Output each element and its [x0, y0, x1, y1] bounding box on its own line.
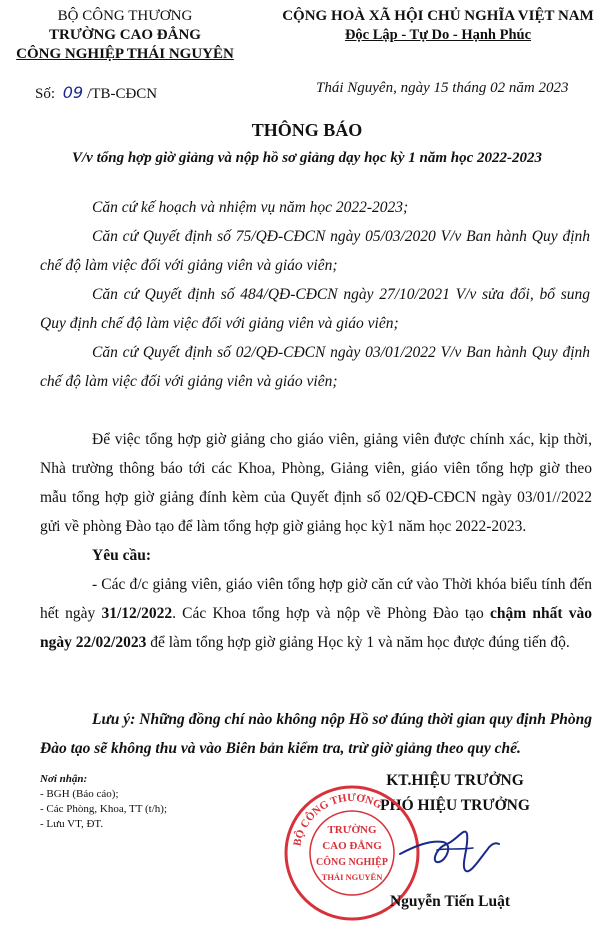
note-text: Những đồng chí nào không nộp Hồ sơ đúng thời gian quy định Phòng Đào tạo sẽ không thu và vào Biên bản kiểm tra, trừ giờ giảng theo quy chế. — [40, 711, 592, 757]
bases-block — [40, 193, 590, 396]
requirements-part3: để làm tổng hợp giờ giảng Học kỳ 1 và năm học được đúng tiến độ. — [146, 634, 570, 651]
signer-position: PHÓ HIỆU TRƯỞNG — [380, 797, 530, 814]
recipient-item: - Lưu VT, ĐT. — [40, 818, 104, 830]
number-suffix: /TB-CĐCN — [87, 86, 158, 102]
recipients-heading: Nơi nhận: — [40, 773, 88, 785]
recipients-block — [40, 772, 167, 832]
requirements-heading: Yêu cầu: — [92, 547, 151, 564]
number-handwritten: 09 — [62, 83, 84, 102]
basis-item: Căn cứ Quyết định số 484/QĐ-CĐCN ngày 27/10/2021 V/v sửa đổi, bổ sung Quy định chế độ làm việc đối với giảng viên và giáo viên; — [40, 286, 590, 332]
signer-title: KT.HIỆU TRƯỞNG — [386, 772, 524, 789]
stamp-line1: TRƯỜNG — [327, 824, 377, 836]
signer-name: Nguyễn Tiến Luật — [389, 893, 511, 910]
ministry-name: BỘ CÔNG THƯƠNG — [57, 8, 193, 24]
note-paragraph — [40, 705, 592, 763]
requirements-deadline: chậm nhất vào ngày 22/02/2023 — [40, 605, 592, 651]
basis-item: Căn cứ kế hoạch và nhiệm vụ năm học 2022-2023; — [92, 199, 409, 216]
document-title: THÔNG BÁO — [251, 120, 363, 140]
stamp-line3: CÔNG NGHIỆP — [316, 857, 388, 868]
school-name-line2: CÔNG NGHIỆP THÁI NGUYÊN — [16, 46, 234, 62]
handwritten-signature — [395, 820, 505, 880]
requirements-text — [40, 570, 592, 657]
body-paragraph: Để việc tổng hợp giờ giảng cho giáo viên, giảng viên được chính xác, kịp thời, Nhà trường thông báo tới các Khoa, Phòng, Giảng viên, giáo viên tổng hợp giờ theo mẫu tổng hợp giờ giảng đính kèm của Quyết định số 02/QĐ-CĐCN ngày 03/01//2022 gửi về phòng Đào tạo để làm tổng hợp giờ giảng học kỳ1 năm học 2022-2023. — [40, 431, 592, 535]
note-label: Lưu ý: — [92, 711, 136, 728]
document-subject: V/v tổng hợp giờ giảng và nộp hồ sơ giảng dạy học kỳ 1 năm học 2022-2023 — [71, 150, 543, 166]
document-number — [35, 83, 157, 103]
date-line: Thái Nguyên, ngày 15 tháng 02 năm 2023 — [316, 80, 569, 96]
basis-item: Căn cứ Quyết định số 02/QĐ-CĐCN ngày 03/01/2022 V/v Ban hành Quy định chế độ làm việc đối với giảng viên và giáo viên; — [40, 344, 590, 390]
requirements-date: 31/12/2022 — [101, 605, 173, 622]
header-left — [0, 7, 250, 64]
recipient-item: - BGH (Báo cáo); — [40, 788, 119, 800]
header-right — [262, 7, 614, 45]
school-name-line1: TRƯỜNG CAO ĐẲNG — [49, 27, 201, 43]
national-motto: Độc Lập - Tự Do - Hạnh Phúc — [344, 27, 532, 43]
requirements-part1: - Các đ/c giảng viên, giáo viên tổng hợp giờ căn cứ vào Thời khóa biểu tính đến hết ngày — [40, 576, 592, 622]
recipient-item: - Các Phòng, Khoa, TT (t/h); — [40, 803, 167, 815]
requirements-part2: . Các Khoa tổng hợp và nộp về Phòng Đào tạo — [172, 605, 490, 622]
country-name: CỘNG HOÀ XÃ HỘI CHỦ NGHĨA VIỆT NAM — [282, 8, 594, 24]
stamp-line2: CAO ĐẲNG — [322, 840, 382, 852]
stamp-line4: THÁI NGUYÊN — [321, 872, 383, 882]
basis-item: Căn cứ Quyết định số 75/QĐ-CĐCN ngày 05/03/2020 V/v Ban hành Quy định chế độ làm việc đối với giảng viên và giáo viên; — [40, 228, 590, 274]
number-prefix: Số: — [35, 86, 56, 102]
stamp-ring-text: BỘ CÔNG THƯƠNG — [291, 791, 384, 848]
